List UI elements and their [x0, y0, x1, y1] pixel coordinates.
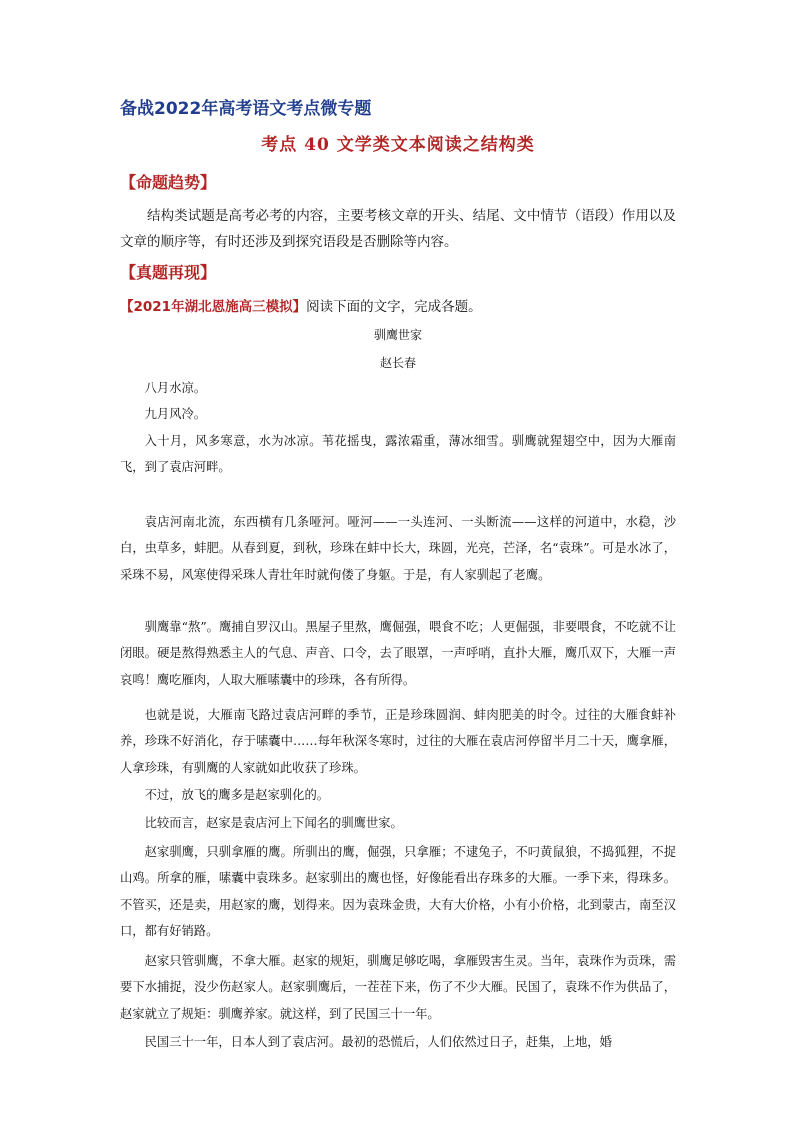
story-paragraph: 民国三十一年，日本人到了袁店河。最初的恐慌后，人们依然过日子，赶集，上地，婚: [144, 1035, 612, 1049]
source-instruction: 阅读下面的文字，完成各题。: [306, 299, 482, 315]
story-author: 赵长春: [379, 356, 416, 370]
trend-heading: 【命题趋势】: [120, 173, 217, 192]
story-paragraph: 赵家驯鹰，只驯拿雁的鹰。所驯出的鹰，倔强，只拿雁；不逮兔子，不叼黄鼠狼，不捣狐狸，不捉山鸡。所拿的雁，嗉囊中袁珠多。赵家驯出的鹰也怪，好像能看出存珠多的大雁。一季下来，得珠多。不管买，还是卖，用赵家的鹰，划得来。因为袁珠金贵，大有大价格，小有小价格，北到蒙古，南至汉口，都有好销路。: [120, 845, 676, 939]
story-paragraph: 比较而言，赵家是袁店河上下闻名的驯鹰世家。: [144, 816, 403, 830]
story-title: 驯鹰世家: [373, 328, 422, 342]
story-paragraph: 不过，放飞的鹰多是赵家驯化的。: [144, 788, 330, 802]
story-paragraph: 也就是说，大雁南飞路过袁店河畔的季节，正是珍珠圆润、蚌肉肥美的时令。过往的大雁食蚌补养，珍珠不好消化，存于嗉囊中……每年秋深冬寒时，过往的大雁在袁店河停留半月二十天，鹰拿雁，人拿珍珠，有驯鹰的人家就如此收获了珍珠。: [120, 708, 676, 775]
question-source: [120, 296, 676, 318]
story-paragraph: 入十月，风多寒意，水为冰凉。苇花摇曳，露浓霜重，薄冰细雪。驯鹰就猩翅空中，因为大雁南飞，到了袁店河畔。: [120, 434, 676, 475]
trend-text: 结构类试题是高考必考的内容，主要考核文章的开头、结尾、文中情节（语段）作用以及文章的顺序等，有时还涉及到探究语段是否删除等内容。: [120, 208, 676, 250]
series-title: 备战2022年高考语文考点微专题: [120, 99, 372, 119]
source-tag: 【2021年湖北恩施高三模拟】: [120, 299, 307, 315]
story-paragraph: 赵家只管驯鹰，不拿大雁。赵家的规矩，驯鹰足够吃喝，拿雁毁害生灵。当年，袁珠作为贡珠，需要下水捕捉，没少伤赵家人。赵家驯鹰后，一茬茬下来，伤了不少大雁。民国了，袁珠不作为供品了，赵家就立了规矩：驯鹰养家。就这样，到了民国三十一年。: [120, 954, 676, 1021]
story-paragraph: 驯鹰靠“熬”。鹰捕自罗汉山。黑屋子里熬，鹰倔强，喂食不吃；人更倔强，非要喂食，不吃就不让闭眼。硬是熬得熟悉主人的气息、声音、口令，去了眼罩，一声呼哨，直扑大雁，鹰爪双下，大雁一声哀鸣！鹰吃雁肉，人取大雁嗉囊中的珍珠，各有所得。: [120, 620, 676, 687]
real-exam-heading: 【真题再现】: [120, 263, 217, 282]
topic-title: 考点 40 文学类文本阅读之结构类: [261, 135, 535, 155]
story-paragraph: 九月风冷。: [144, 407, 207, 421]
story-paragraph: 袁店河南北流，东西横有几条哑河。哑河——一头连河、一头断流——这样的河道中，水稳，沙白，虫草多，蚌肥。从春到夏，到秋，珍珠在蚌中长大，珠圆，光亮，芒泽，名“袁珠”。可是水冰了，采珠不易，风寒使得采珠人青壮年时就佝偻了身躯。于是，有人家驯起了老鹰。: [120, 515, 676, 582]
story-paragraph: 八月水凉。: [144, 381, 207, 395]
